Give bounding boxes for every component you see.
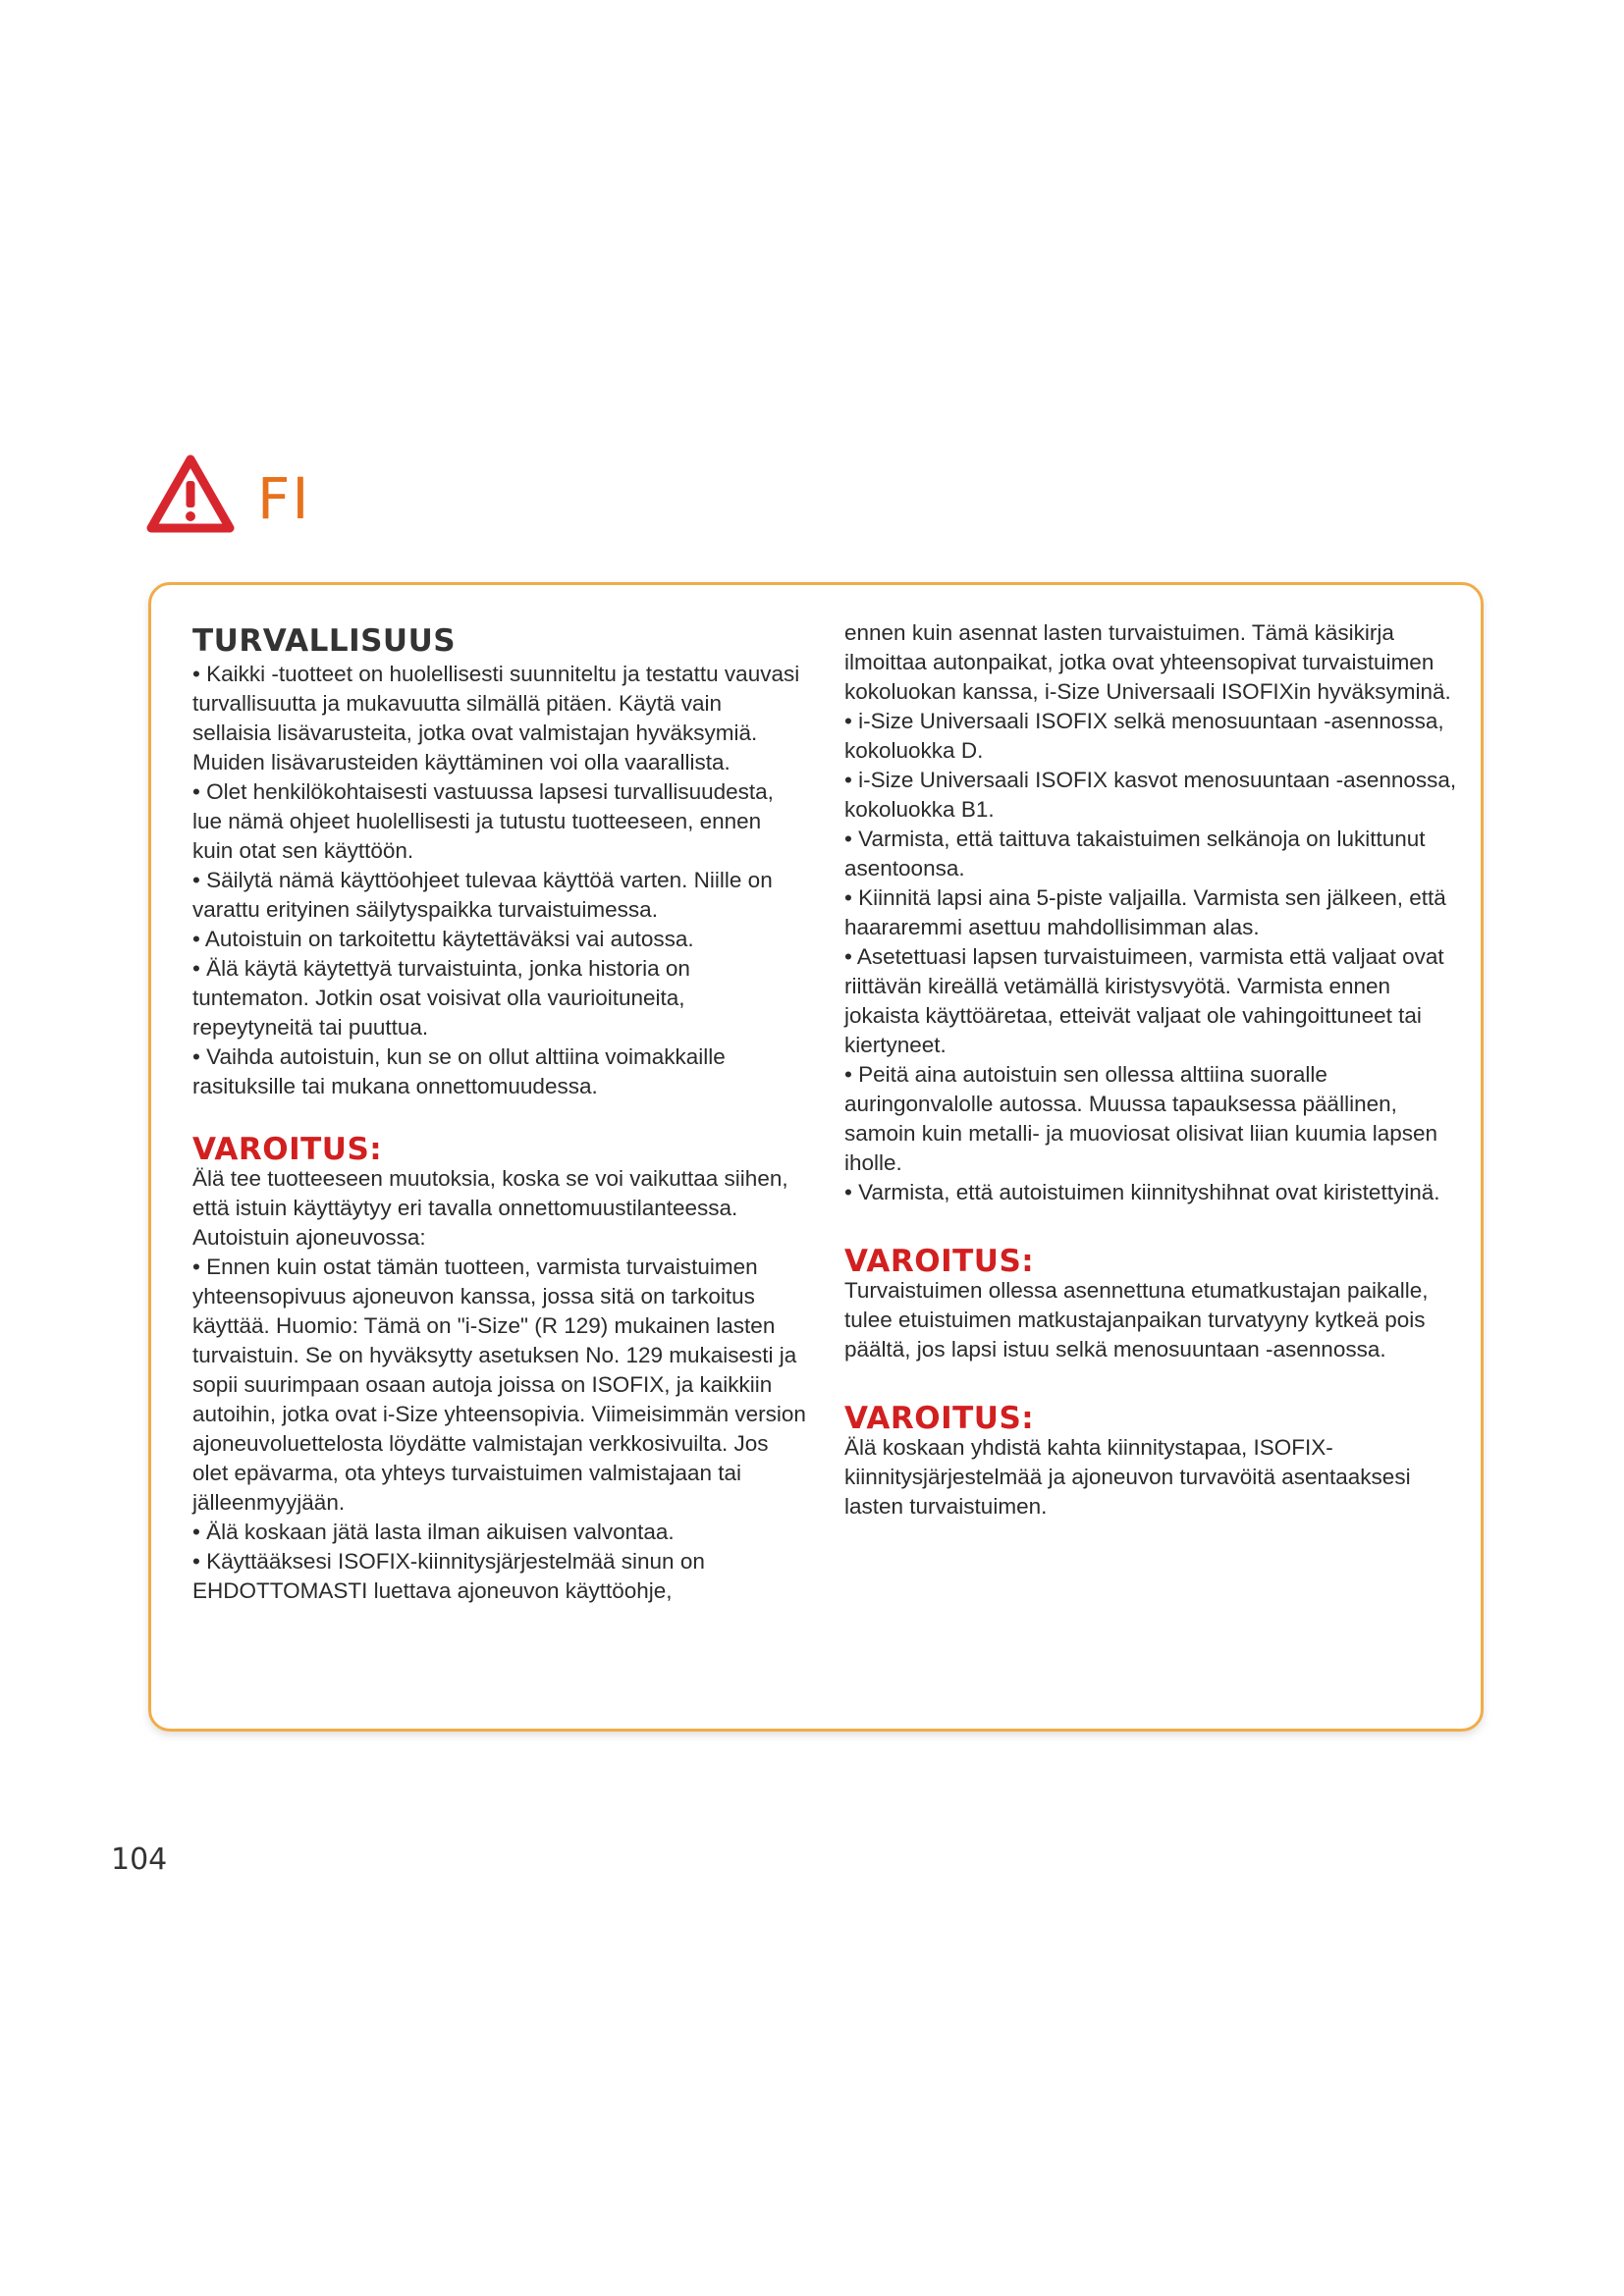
safety-paragraph: • Kaikki -tuotteet on huolellisesti suunniteltu ja testattu vauvasi turvallisuutta ja mukavuutta silmällä pitäen. Käytä vain sellaisia lisävarusteita, jotka ovat valmistajan hyväksymiä. Muiden lisävarusteiden käyttäminen voi olla vaarallista. <box>192 662 800 774</box>
safety-paragraph: • Peitä aina autoistuin sen ollessa alttiina suoralle auringonvalolle autossa. Muussa tapauksessa päällinen, samoin kuin metalli- ja muoviosat olisivat liian kuumia lapsen iholle. <box>844 1062 1438 1175</box>
safety-paragraph: • Älä käytä käytettyä turvaistuinta, jonka historia on tuntematon. Jotkin osat voisivat olla vaurioituneita, repeytyneitä tai puuttua. <box>192 956 690 1040</box>
left-column <box>192 624 806 1606</box>
warning-paragraph: Turvaistuimen ollessa asennettuna etumatkustajan paikalle, tulee etuistuimen matkustajanpaikan turvatyyny kytkeä pois päältä, jos lapsi istuu selkä menosuuntaan -asennossa. <box>844 1278 1429 1362</box>
safety-paragraph: • i-Size Universaali ISOFIX selkä menosuuntaan -asennossa, kokoluokka D. <box>844 709 1444 763</box>
safety-panel <box>148 582 1484 1732</box>
page-number: 104 <box>111 1842 168 1877</box>
warning-title: VAROITUS: <box>844 1401 1035 1436</box>
warning-title: VAROITUS: <box>192 1132 383 1167</box>
warning-paragraph: Älä tee tuotteeseen muutoksia, koska se voi vaikuttaa siihen, että istuin käyttäytyy eri tavalla onnettomuustilanteessa. Autoistuin ajoneuvossa: <box>192 1166 788 1250</box>
safety-paragraph: • Asetettuasi lapsen turvaistuimeen, varmista että valjaat ovat riittävän kireällä vetämällä kiristysvyötä. Varmista ennen jokaista käyttöäretaa, etteivät valjaat ole vahingoittuneet tai kiertyneet. <box>844 944 1444 1057</box>
warning-paragraph: • Käyttääksesi ISOFIX-kiinnitysjärjestelmää sinun on EHDOTTOMASTI luettava ajoneuvon käyttöohje, <box>192 1549 705 1603</box>
safety-paragraph: • Säilytä nämä käyttöohjeet tulevaa käyttöä varten. Niille on varattu erityinen säilytyspaikka turvaistuimessa. <box>192 868 773 922</box>
safety-paragraph: • Olet henkilökohtaisesti vastuussa lapsesi turvallisuudesta, lue nämä ohjeet huolellisesti ja tutustu tuotteeseen, ennen kuin otat sen käyttöön. <box>192 779 774 863</box>
warning-paragraph: Älä koskaan yhdistä kahta kiinnitystapaa, ISOFIX-kiinnitysjärjestelmää ja ajoneuvon turvavöitä asentaaksesi lasten turvaistuimen. <box>844 1435 1411 1519</box>
language-code: FI <box>257 465 311 532</box>
safety-paragraph: ennen kuin asennat lasten turvaistuimen. Tämä käsikirja ilmoittaa autonpaikat, jotka ovat yhteensopivat turvaistuimen kokoluokan kanssa, i-Size Universaali ISOFIXin hyväksyminä. <box>844 620 1451 704</box>
safety-paragraph: • Kiinnitä lapsi aina 5-piste valjailla. Varmista sen jälkeen, että haararemmi asettuu mahdollisimman alas. <box>844 885 1446 939</box>
safety-paragraph: • i-Size Universaali ISOFIX kasvot menosuuntaan -asennossa, kokoluokka B1. <box>844 768 1457 822</box>
right-column <box>844 618 1469 1522</box>
safety-paragraph: • Autoistuin on tarkoitettu käytettäväksi vai autossa. <box>192 927 694 951</box>
safety-paragraph: • Vaihda autoistuin, kun se on ollut alttiina voimakkaille rasituksille tai mukana onnettomuudessa. <box>192 1044 726 1098</box>
section-title: TURVALLISUUS <box>192 623 457 659</box>
safety-paragraph: • Varmista, että taittuva takaistuimen selkänoja on lukittunut asentoonsa. <box>844 827 1426 881</box>
warning-paragraph: • Ennen kuin ostat tämän tuotteen, varmista turvaistuimen yhteensopivuus ajoneuvon kanssa, jossa sitä on tarkoitus käyttää. Huomio: Tämä on "i-Size" (R 129) mukainen lasten turvaistuin. Se on hyväksytty asetuksen No. 129 mukaisesti ja sopii suurimpaan osaan autoja joissa on ISOFIX, ja kaikkiin autoihin, jotka ovat i-Size yhteensopivia. Viimeisimmän version ajoneuvoluettelosta löydätte valmistajan verkkosivuilta. Jos olet epävarma, ota yhteys turvaistuimen valmistajaan tai jälleenmyyjään. <box>192 1255 806 1515</box>
safety-paragraph: • Varmista, että autoistuimen kiinnityshihnat ovat kiristettyinä. <box>844 1180 1440 1204</box>
warning-triangle-icon <box>145 454 236 536</box>
warning-paragraph: • Älä koskaan jätä lasta ilman aikuisen valvontaa. <box>192 1520 675 1544</box>
warning-title: VAROITUS: <box>844 1244 1035 1279</box>
